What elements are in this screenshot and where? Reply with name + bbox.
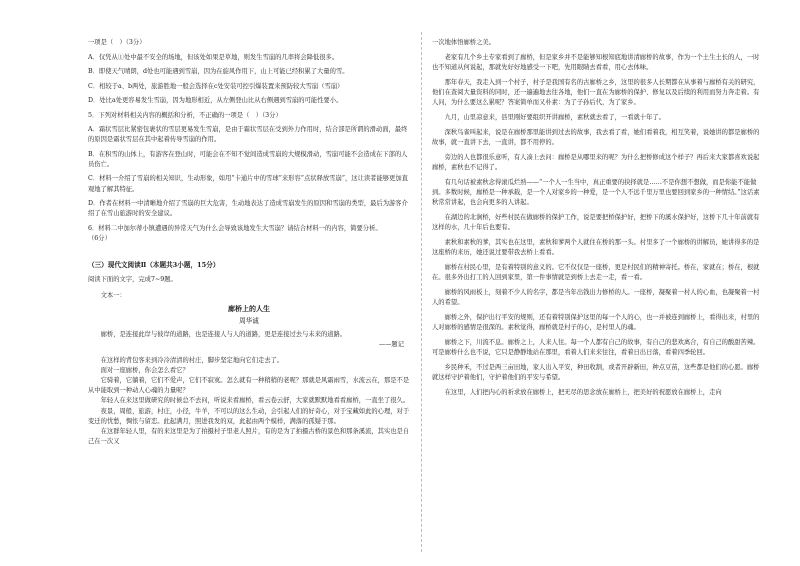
q6-score: （6分）	[88, 235, 111, 243]
body-paragraph: 一次地体悟廊桥之美。	[432, 39, 495, 46]
body-paragraph: 廊桥在村民心里，是有着特别的意义的。它不仅仅是一座桥，更是村民们的精神寄托。桥在，家就在；桥在，根就在。很多外出打工的人回到家里，第一件事情就是到桥上去走一走，看一看。	[432, 264, 760, 282]
body-paragraph: 旁边的人也都很乐意听，有人凑上去问：廊桥是从哪里来的呢？为什么把桥修成这个样子？再后来大家都喜欢说起廊桥，素秋也不记得了。	[432, 153, 760, 171]
q4-option-d: D．处比a处更容易发生雪崩，因为地形相近，从左侧登山比从右侧遇到雪崩的可能性要小。	[88, 97, 343, 104]
body-paragraph: 九月，山里凉意来，县里刚好要组织开讲廊桥，素秋就去看了，一看就十年了。	[444, 114, 665, 121]
body-paragraph: 那年春天，我走入到一个村子，村子是我国有名的古廊桥之乡，这里的很多人长期都在从事着与廊桥有关的研究，他们在查阅大量资料的同时，还一遍遍地去往各地，他们一直在为廊桥的保护、修复以及后续的利用而努力奔走着。有人问，为什么要这么累呢？答案简单而又朴素：为了子孙后代，为了家乡。	[432, 78, 760, 107]
epigraph: 廊桥，是连接此岸与彼岸的道路，也是连接人与人的道路，更是连接过去与未来的道路。	[100, 331, 347, 339]
body-paragraph: 在湖边的北涧桥，好些村民在做廊桥的保护工作，说是要把桥保护好，把桥下的溪水保护好，这桥下几十年前就有这样的水，几十年后也要有。	[432, 214, 760, 232]
text-label: 文本一：	[100, 291, 126, 299]
column-divider	[421, 32, 422, 552]
body-paragraph: 面对一座廊桥，你会怎么看它？	[100, 366, 189, 374]
body-paragraph: 廊桥的风雨板上，刻着不少人的名字，都是当年出钱出力修桥的人。一座桥，凝聚着一村人的心血，也凝聚着一村人的希望。	[432, 289, 760, 307]
body-paragraph: 廊桥之外，保护出行平安的规则，还有着特别保护这里的每一个人的心，也一并被连到廊桥上，看得出来，村里的人对廊桥的感情是很深的。素秋觉得，廊桥就是村子的心，是村里人的魂。	[432, 314, 760, 332]
q4-option-a: A．仅凭从①处中最不安全的场地，但该处如果是草地，则发生雪崩的几率将会降低很多。	[88, 53, 339, 61]
body-paragraph: 廊桥之下，川流不息。廊桥之上，人来人往。每一个人都有自己的故事，有自己的悲欢离合，有自己的酸甜苦辣。可是廊桥什么也不说，它只是静静地站在那里，看着人们来来往往，看着日出日落，看着四季轮回。	[432, 339, 760, 357]
body-paragraph: 在这样的背包客来到冷冷清清的村庄，脚步坚定地向它们走去了。	[100, 356, 284, 364]
body-paragraph: 素秋和素秋的爹，其实也在这里，素秋和爹两个人就住在桥的那一头。村里多了一个廊桥的讲解员，她讲得多的是这座桥的来历，她还说过要带我去桥上看看。	[432, 239, 760, 257]
body-paragraph: 在这群年轻人里，有的来这里是为了拍摄村子里老人照片，有的是为了拍摄古桥的景色和那条溪流，其实也是自己在一次又	[88, 428, 410, 446]
question-continuation: 一项是（ ）（3分）	[88, 39, 146, 46]
body-paragraph: 深秋鸟雀叫起来，说是在廊桥那里能讲到过去的故事，我去看了看，她们看着我，相互笑着，说她讲的都是廊桥的故事，就一直讲下去，一直讲，都不用停的。	[432, 128, 760, 146]
reading-instruction: 阅读下面的文字，完成7~9题。	[88, 276, 177, 284]
body-paragraph: 在这里，人们把内心的祈求放在廊桥上，把无尽的思念放在廊桥上，把美好的祝愿放在廊桥上，走向	[444, 389, 722, 396]
body-paragraph: 老家有几个乡土专家看到了廊桥，但是家乡并不是能够知根知底地讲清廊桥的故事，作为一个土生土长的人，一时也不知道从何说起，那就先好好地感受一下吧，先用眼睛去看看，用心去体味。	[432, 53, 760, 71]
body-paragraph: 有几句话被素秋念得滚瓜烂熟——“一个人一生当中，真正重要的抉择就是……不是你想不想做，而是你能不能做到。多数时候，廊桥是一种承载，是一个人对家乡的一种爱，是一个人不远千里万里也要回到家乡的一种情结。”这话素秋常常讲起，也会向更多的人讲起。	[432, 178, 760, 207]
article-author: 周华诚	[239, 317, 259, 326]
q5-option-c: C．材料一介绍了雪崩的相关知识，生动形象，如用“卡通片中的雪球”来形容“点状释放雪崩”，这让读者能够更加直观地了解其特征。	[88, 175, 408, 193]
q5-option-d: D．作者在材料一中清晰地介绍了雪崩的巨大危害，生动地表达了造成雪崩发生的原因和雪崩的类型，最后为游客介绍了在雪山旅游时的安全建议。	[88, 200, 408, 218]
q6-stem: 6．材料二中加尔蒂小镇遭遇的异常天气为什么会导致该地发生大雪崩？请结合材料一的内容，简要分析。	[88, 224, 382, 232]
body-paragraph: 夜景，周般，旅游，村庄，小径，牛羊，不可以的这么生动，会引起人们的好奇心，对于宝藏如此的心理，对于变迁的忧愁，惆怅与留恋。此起满月，照进我发的双，此起由两个模样，满落的孤疑于那。	[88, 407, 410, 425]
left-column	[88, 38, 410, 447]
q5-stem: 5．下列对材料相关内容的概括和分析，不正确的一项是（ ）（3分）	[88, 111, 282, 119]
body-paragraph: 乡民种禾，不过是两三亩田地，家人出入平安，种田收割，或者开辟新田，种点豆苗，这些都是他们的心愿。廊桥就这样守护着他们，守护着他们的平安与希望。	[432, 364, 760, 382]
right-column	[432, 38, 762, 403]
epigraph-source: ——题记	[378, 341, 404, 349]
section-title: （三）现代文阅读Ⅱ（本题共3小题，15分）	[88, 261, 220, 270]
body-paragraph: 年轻人在来这里做研究的时候总不去问，听说来看廊桥，看云卷云舒，大家就默默地看看廊桥，一直坐了很久。	[100, 397, 410, 405]
article-title: 廊桥上的人生	[228, 303, 270, 313]
q5-option-a: A．霜状雪层比紧密包裹状的雪层更易发生雪崩，是由于霜状雪层在受到外力作用时，结合部是所谓的滑动面，最终的原因是霜状雪层在其中起着传导雪崩的作用。	[88, 126, 408, 144]
q4-option-c: C．相较于a、b两处，旅游胜地一般会选择在c处安装可控引爆装置来预防较大雪崩（雪崩）	[88, 82, 344, 90]
body-paragraph: 它骑着，它躺着，它们不爱声，它们不寂寞。怎么就有一种稍稍的老呢？那就是风霜雨雪，水流云在，那是不是从中能取到一种动人心魂的力量呢？	[88, 377, 410, 395]
q5-option-b: B．在积雪的山体上，有游客在登山时，可能会在不知不觉间造成雪崩的大规模滑动，雪崩可能不会造成在下部的人员伤亡。	[88, 150, 408, 168]
q4-option-b: B．即使天气晴朗，d处也可能遇到雪崩，因为在旋风作用下，山上可能已经积累了大量的雪。	[88, 68, 349, 75]
